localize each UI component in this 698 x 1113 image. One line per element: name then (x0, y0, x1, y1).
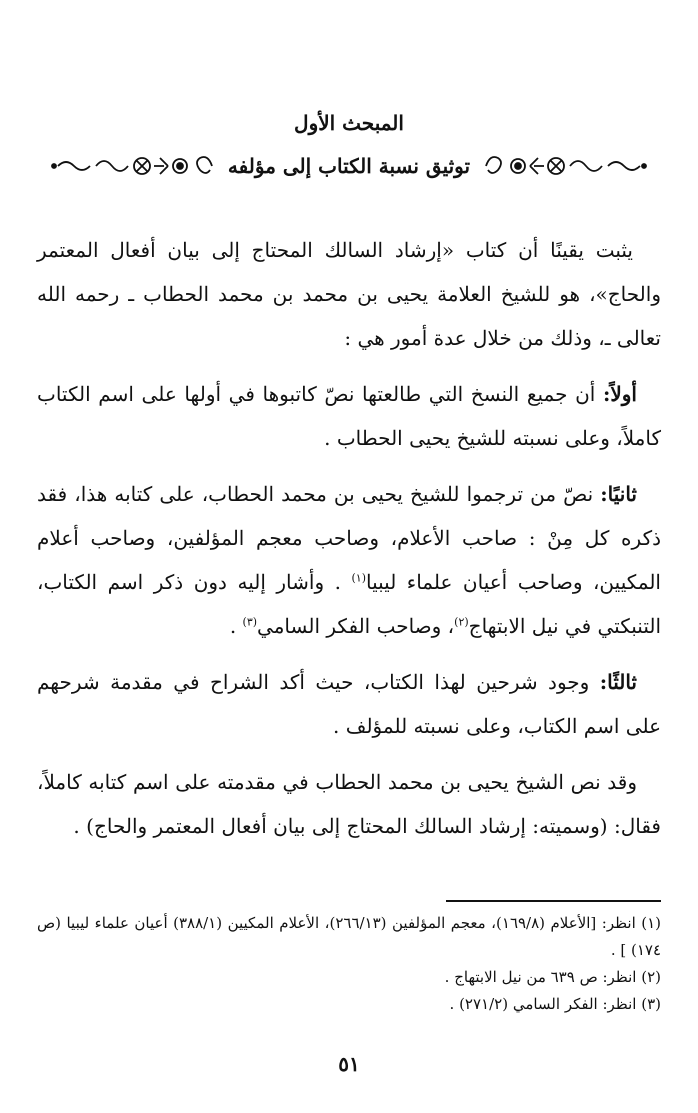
footnote-divider (446, 900, 661, 902)
footnotes (37, 910, 661, 1018)
second-point-text-a: نصّ من ترجموا للشيخ يحيى بن محمد الحطاب، على كتابه هذا، فقد ذكره كل مِنْ : صاحب الأعلام، وصاحب معجم المؤلفين، وصاحب أعلام المكيين، وصاحب أعيان علماء ليبيا (37, 482, 661, 594)
main-text (37, 228, 661, 860)
third-point-text: وجود شرحين لهذا الكتاب، حيث أكد الشراح في مقدمة شرحهم على اسم الكتاب، وعلى نسبته للمؤلف . (37, 670, 661, 738)
page-number: ٥١ (338, 1052, 360, 1076)
second-point-text-d: . (229, 614, 243, 638)
footnote-mark-3[interactable]: (٣) (242, 615, 258, 629)
first-point-text: أن جميع النسخ التي طالعتها نصّ كاتبوها في أولها على اسم الكتاب كاملاً، وعلى نسبته للشيخ يحيى الحطاب . (37, 382, 661, 450)
paragraph-third-point (37, 660, 661, 748)
section-heading: المبحث الأول (294, 111, 404, 135)
paragraph-closing: وقد نص الشيخ يحيى بن محمد الحطاب في مقدمته على اسم كتابه كاملاً، فقال: (وسميته: إرشاد السالك المحتاج إلى بيان أفعال المعتمر والحاج) . (37, 770, 661, 838)
footnote-mark-2[interactable]: (٢) (454, 615, 469, 629)
paragraph-second-point (37, 472, 661, 648)
footnote-mark-1[interactable]: (١) (351, 571, 366, 585)
footnote-2: (٢) انظر: ص ٦٣٩ من نيل الابتهاج . (444, 968, 661, 986)
second-point-text-c: ، وصاحب الفكر السامي (257, 614, 455, 638)
footnote-1: (١) انظر: [الأعلام (١٦٩/٨)، معجم المؤلفين (٢٦٦/١٣)، الأعلام المكيين (٣٨٨/١) أعيان علماء ليبيا (ص ١٧٤) ] . (37, 914, 661, 959)
section-title-row (0, 146, 698, 186)
first-point-lead: أولاً: (602, 382, 637, 406)
paragraph-intro: يثبت يقينًا أن كتاب «إرشاد السالك المحتاج إلى بيان أفعال المعتمر والحاج»، هو للشيخ العلامة يحيى بن محمد بن محمد الحطاب ـ رحمه الله تعالى ـ، وذلك من خلال عدة أمور هي : (37, 238, 661, 350)
section-title: توثيق نسبة الكتاب إلى مؤلفه (227, 154, 471, 178)
second-point-text-b: . وأشار إليه دون ذكر اسم الكتاب، التنبكتي في نيل الابتهاج (37, 570, 661, 638)
footnote-3: (٣) انظر: الفكر السامي (٢٧١/٢) . (449, 995, 661, 1013)
ornament-left-icon (48, 148, 218, 184)
third-point-lead: ثالثًا: (599, 670, 637, 694)
second-point-lead: ثانيًا: (600, 482, 637, 506)
paragraph-first-point (37, 372, 661, 460)
ornament-right-icon (480, 148, 650, 184)
